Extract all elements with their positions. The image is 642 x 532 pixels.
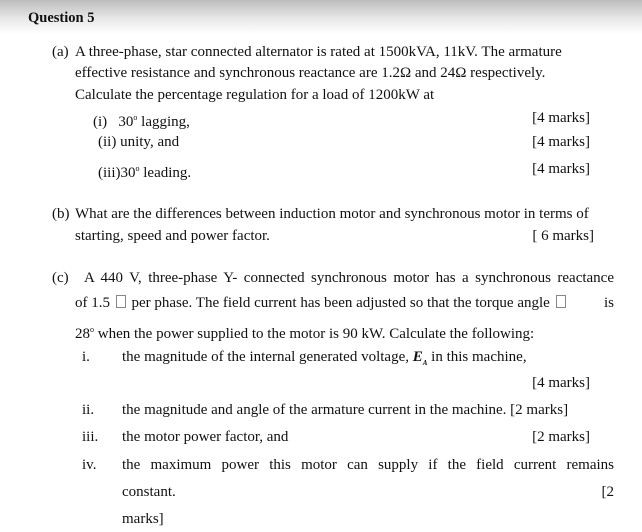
part-a-item-2: (ii) unity, and xyxy=(98,134,180,150)
part-a-line3: Calculate the percentage regulation for a load of 1200kW at xyxy=(75,87,435,103)
part-a-item-3-marks: [4 marks] xyxy=(532,161,590,177)
part-a-item-1: (i) 30$^o$ lagging, xyxy=(93,113,190,130)
missing-glyph-box xyxy=(556,295,566,308)
part-c-label: (c) xyxy=(52,270,69,286)
part-b-line2: starting, speed and power factor. xyxy=(75,228,270,244)
part-a-line2: effective resistance and synchronous reactance are 1.2Ω and 24Ω respectively. xyxy=(75,65,546,81)
part-b-label: (b) xyxy=(52,206,70,222)
part-c-item-4-num: iv. xyxy=(82,457,97,473)
part-a-label: (a) xyxy=(52,44,69,60)
part-b-marks: [ 6 marks] xyxy=(532,228,594,244)
missing-glyph-box xyxy=(116,295,126,308)
part-c-item-4-marks-b: marks] xyxy=(122,511,164,527)
top-shadow xyxy=(0,0,642,34)
part-c-item-4-line2: constant. xyxy=(122,484,176,500)
part-a-line1: A three-phase, star connected alternator is rated at 1500kVA, 11kV. The armature xyxy=(75,44,562,60)
part-c-item-4-marks-a: [2 xyxy=(601,484,614,500)
part-a-item-1-marks: [4 marks] xyxy=(532,110,590,126)
question-title: Question 5 xyxy=(28,10,95,26)
part-c-line2: of 1.5 per phase. The field current has been adjusted so that the torque angle is xyxy=(75,295,614,311)
part-c-item-1-marks: [4 marks] xyxy=(532,375,590,391)
part-c-item-3-marks: [2 marks] xyxy=(532,429,590,445)
part-a-item-3: (iii)30$^o$ leading. xyxy=(98,164,192,181)
part-c-item-2-num: ii. xyxy=(82,402,95,418)
part-c-item-3-num: iii. xyxy=(82,429,99,445)
part-c-item-1-num: i. xyxy=(82,349,90,365)
part-c-item-4: the maximum power this motor can supply if the field current remains xyxy=(122,457,614,473)
part-c-item-3: the motor power factor, and xyxy=(122,429,289,445)
part-c-item-2: the magnitude and angle of the armature current in the machine. [2 marks] xyxy=(122,402,569,418)
part-a-item-2-marks: [4 marks] xyxy=(532,134,590,150)
part-c-line1: A 440 V, three-phase Y- connected synchronous motor has a synchronous reactance xyxy=(84,270,614,286)
part-c-item-1: the magnitude of the internal generated voltage, $E_A$ in this machine, xyxy=(122,349,527,367)
part-b-line1: What are the differences between induction motor and synchronous motor in terms of xyxy=(75,206,589,222)
part-c-line3: 28$^o$ when the power supplied to the motor is 90 kW. Calculate the following: xyxy=(75,325,535,342)
